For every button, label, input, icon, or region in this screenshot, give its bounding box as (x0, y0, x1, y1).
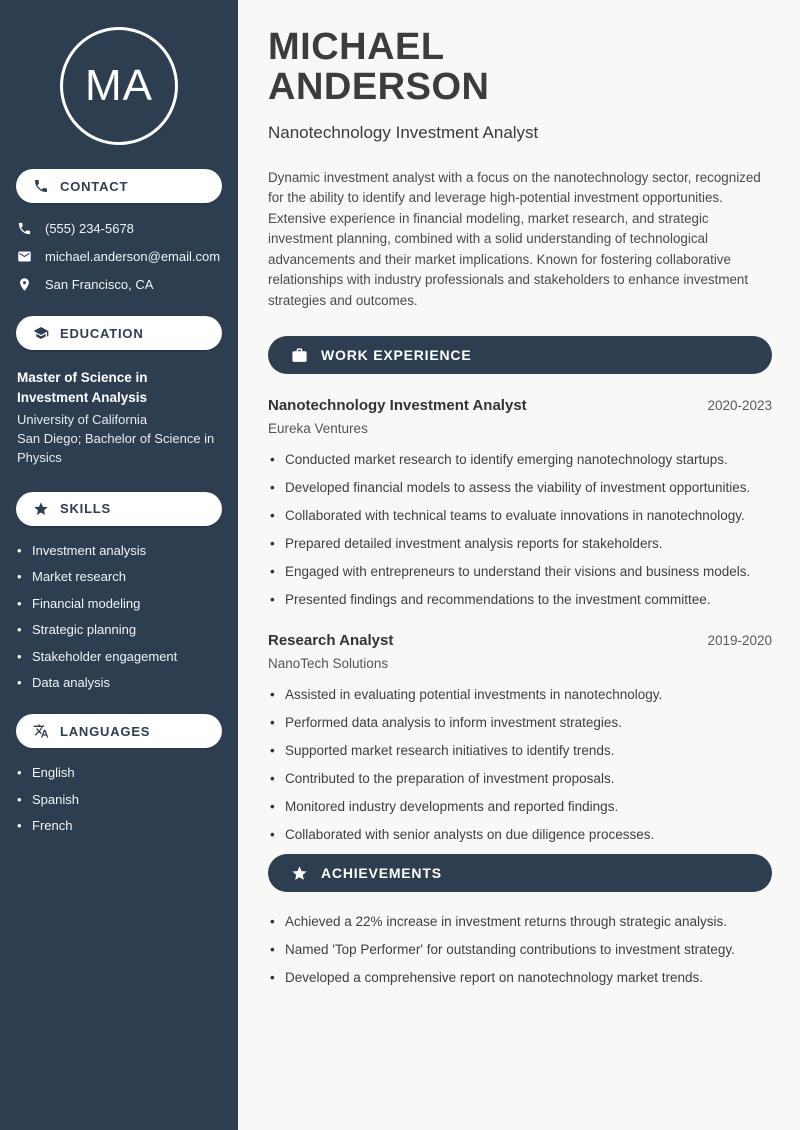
contact-email-row (17, 249, 221, 264)
achievement-bullet: • Named 'Top Performer' for outstanding contributions to investment strategy. (268, 941, 772, 959)
job-company: NanoTech Solutions (268, 655, 389, 671)
briefcase-icon (291, 347, 308, 364)
contact-location-row (17, 277, 221, 292)
skills-section-label: SKILLS (60, 501, 112, 517)
job-bullet: • Developed financial models to assess the viability of investment opportunities. (268, 479, 772, 497)
job-bullet: • Supported market research initiatives to identify trends. (268, 742, 772, 760)
contact-location-value: San Francisco, CA (45, 277, 154, 292)
education-entry (17, 368, 221, 468)
job-bullet-list (268, 451, 772, 609)
job-title: Nanotechnology Investment Analyst (268, 397, 527, 415)
work-experience-section-header (268, 336, 772, 374)
job-bullet: • Assisted in evaluating potential investments in nanotechnology. (268, 686, 772, 704)
education-degree: Master of Science in Investment Analysis (17, 370, 148, 405)
job-bullet: • Collaborated with technical teams to evaluate innovations in nanotechnology. (268, 507, 772, 525)
language-item: • French (17, 818, 221, 833)
job-entry (268, 632, 772, 844)
person-name (268, 27, 772, 108)
contact-email-value: michael.anderson@email.com (45, 249, 221, 264)
contact-section-header (16, 169, 222, 203)
job-header (268, 632, 772, 649)
job-bullet: • Conducted market research to identify emerging nanotechnology startups. (268, 451, 772, 469)
person-title: Nanotechnology Investment Analyst (268, 122, 539, 142)
job-bullet-list (268, 686, 772, 844)
job-bullet: • Engaged with entrepreneurs to understand their visions and business models. (268, 563, 772, 581)
job-bullet: • Presented findings and recommendations to the investment committee. (268, 591, 772, 609)
avatar (60, 27, 178, 145)
education-section-header (16, 316, 222, 350)
job-entry (268, 397, 772, 609)
education-details: San Diego; Bachelor of Science in Physics (17, 430, 215, 465)
phone-icon (17, 221, 32, 236)
achievements-list (268, 913, 772, 987)
achievements-section-label: ACHIEVEMENTS (321, 865, 442, 882)
languages-section-label: LANGUAGES (60, 723, 151, 739)
avatar-initials: MA (85, 61, 153, 110)
main-content (238, 0, 800, 1130)
skill-item: • Stakeholder engagement (17, 649, 221, 664)
person-name-line2: ANDERSON (268, 66, 490, 109)
skill-item: • Financial modeling (17, 596, 221, 611)
person-name-line1: MICHAEL (268, 26, 445, 68)
contact-list (17, 221, 221, 292)
job-dates: 2020-2023 (707, 398, 772, 414)
phone-icon (33, 178, 49, 194)
graduation-cap-icon (33, 325, 49, 341)
star-icon (291, 865, 308, 882)
achievement-bullet: • Achieved a 22% increase in investment returns through strategic analysis. (268, 913, 772, 931)
skills-section-header (16, 492, 222, 526)
job-bullet: • Contributed to the preparation of investment proposals. (268, 770, 772, 788)
job-bullet: • Monitored industry developments and reported findings. (268, 798, 772, 816)
job-title: Research Analyst (268, 631, 394, 649)
skill-item: • Strategic planning (17, 622, 221, 637)
skill-item: • Data analysis (17, 675, 221, 690)
location-pin-icon (17, 277, 32, 292)
job-bullet: • Prepared detailed investment analysis reports for stakeholders. (268, 535, 772, 553)
work-experience-section-label: WORK EXPERIENCE (321, 347, 472, 364)
language-item: • English (17, 765, 221, 780)
translate-icon (33, 723, 49, 739)
job-dates: 2019-2020 (707, 632, 772, 648)
email-icon (17, 249, 32, 264)
skill-item: • Investment analysis (17, 543, 221, 558)
contact-section-label: CONTACT (60, 178, 129, 194)
achievement-bullet: • Developed a comprehensive report on nanotechnology market trends. (268, 969, 772, 987)
skill-item: • Market research (17, 569, 221, 584)
language-item: • Spanish (17, 792, 221, 807)
education-section-label: EDUCATION (60, 325, 144, 341)
star-icon (33, 501, 49, 517)
job-bullet: • Collaborated with senior analysts on due diligence processes. (268, 826, 772, 844)
skills-list (17, 543, 221, 691)
languages-list (17, 765, 221, 833)
sidebar (0, 0, 238, 1130)
job-bullet: • Performed data analysis to inform investment strategies. (268, 714, 772, 732)
job-header (268, 397, 772, 414)
achievements-section-header (268, 854, 772, 892)
education-school: University of California (17, 412, 148, 428)
languages-section-header (16, 714, 222, 748)
job-company: Eureka Ventures (268, 421, 368, 437)
summary-paragraph: Dynamic investment analyst with a focus on the nanotechnology sector, recognized for the ability to identify and leverage high-potential investment opportunities. Extensive experience in financial modeling, market research, and strategic investment planning, combined with a solid understanding of technological advancements and their market implications. Known for fostering collaborative relationships with industry professionals and stakeholders to enhance investment strategies and outcomes. (268, 169, 761, 308)
contact-phone-row (17, 221, 221, 236)
contact-phone-value: (555) 234-5678 (45, 221, 134, 236)
